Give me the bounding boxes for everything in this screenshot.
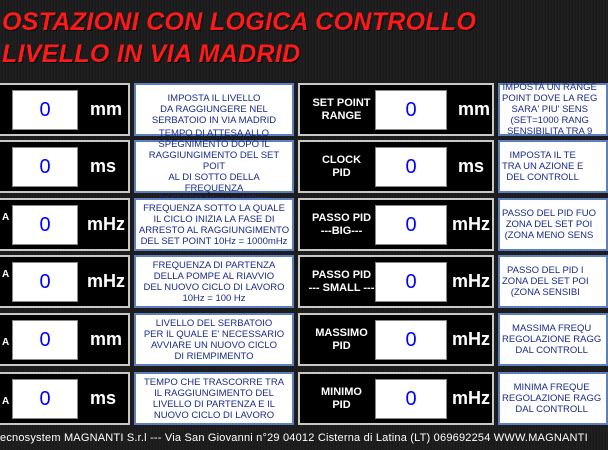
- start-frequency-description: FREQUENZA DI PARTENZA DELLA POMPE AL RIAVVIO DEL NUOVO CICLO DI LAVORO 10Hz = 100 Hz: [134, 255, 294, 308]
- restart-delay-label: A: [2, 396, 10, 407]
- pid-step-big-panel: [298, 198, 494, 251]
- sleep-frequency-unit: mHz: [87, 214, 126, 234]
- setpoint-range-unit: mm: [458, 99, 491, 119]
- sleep-delay-unit: ms: [90, 156, 117, 176]
- level-setpoint-description: IMPOSTA IL LIVELLO DA RAGGIUNGERE NEL SERBATOIO IN VIA MADRID: [134, 83, 294, 136]
- max-pid-unit: mHz: [452, 329, 491, 349]
- pid-step-small-unit: mHz: [452, 271, 491, 291]
- min-pid-panel: [298, 372, 494, 425]
- min-pid-input[interactable]: 0: [375, 379, 447, 419]
- sleep-frequency-label: A: [2, 212, 10, 223]
- setpoint-range-input[interactable]: 0: [375, 90, 447, 130]
- sleep-frequency-input[interactable]: 0: [12, 205, 78, 245]
- start-frequency-unit: mHz: [87, 271, 126, 291]
- restart-delay-unit: ms: [90, 388, 117, 408]
- restart-delay-panel: [0, 372, 130, 425]
- restart-level-panel: [0, 313, 130, 366]
- pid-step-big-description: PASSO DEL PID FUO ZONA DEL SET POI (ZONA MENO SENS: [498, 198, 608, 251]
- start-frequency-label: A: [2, 269, 10, 280]
- level-setpoint-unit: mm: [90, 99, 123, 119]
- clock-pid-panel: [298, 140, 494, 193]
- min-pid-unit: mHz: [452, 388, 491, 408]
- min-pid-label: MINIMO PID: [321, 385, 362, 411]
- level-setpoint-input[interactable]: 0: [12, 90, 78, 130]
- pid-step-big-input[interactable]: 0: [375, 205, 447, 245]
- restart-level-input[interactable]: 0: [12, 320, 78, 360]
- pid-step-big-unit: mHz: [452, 214, 491, 234]
- min-pid-description: MINIMA FREQUE REGOLAZIONE RAGG DAL CONTROLL: [498, 372, 608, 425]
- setpoint-range-label: SET POINT RANGE: [312, 96, 371, 122]
- max-pid-label: MASSIMO PID: [315, 326, 368, 352]
- clock-pid-input[interactable]: 0: [375, 147, 447, 187]
- sleep-frequency-panel: [0, 198, 130, 251]
- restart-level-unit: mm: [90, 329, 123, 349]
- max-pid-input[interactable]: 0: [375, 320, 447, 360]
- level-setpoint-panel: [0, 83, 130, 136]
- setpoint-range-panel: [298, 83, 494, 136]
- restart-delay-description: TEMPO CHE TRASCORRE TRA IL RAGGIUNGIMENTO DEL LIVELLO DI PARTENZA E IL NUOVO CICLO DI LAVORO: [134, 372, 294, 425]
- pid-step-small-label: PASSO PID --- SMALL ---: [308, 268, 375, 294]
- max-pid-description: MASSIMA FREQU REGOLAZIONE RAGG DAL CONTROLL: [498, 313, 608, 366]
- clock-pid-description: IMPOSTA IL TE TRA UN AZIONE E DEL CONTROLL: [498, 140, 608, 193]
- sleep-delay-input[interactable]: 0: [12, 147, 78, 187]
- sleep-delay-panel: [0, 140, 130, 193]
- restart-level-label: A: [2, 337, 10, 348]
- pid-step-small-description: PASSO DEL PID I ZONA DEL SET POI (ZONA SENSIBI: [498, 255, 608, 308]
- company-footer: ecnosystem MAGNANTI S.r.l --- Via San Giovanni n°29 04012 Cisterna di Latina (LT) 069692254 WWW.MAGNANTI: [0, 432, 588, 444]
- restart-delay-input[interactable]: 0: [12, 379, 78, 419]
- sleep-frequency-description: FREQUENZA SOTTO LA QUALE IL CICLO INIZIA LA FASE DI ARRESTO AL RAGGIUNGIMENTO DEL SET POINT 10Hz = 1000mHz: [134, 198, 294, 251]
- page-title-line2: LIVELLO IN VIA MADRID: [2, 40, 301, 68]
- page-title-line1: OSTAZIONI CON LOGICA CONTROLLO: [2, 8, 477, 36]
- max-pid-panel: [298, 313, 494, 366]
- pid-step-small-input[interactable]: 0: [375, 262, 447, 302]
- restart-level-description: LIVELLO DEL SERBATOIO PER IL QUALE E' NECESSARIO AVVIARE UN NUOVO CICLO DI RIEMPIMENTO: [134, 313, 294, 366]
- setpoint-range-description: IMPOSTA UN RANGE POINT DOVE LA REG SARA' PIU' SENS (SET=1000 RANG SENSIBILITA TRA 9: [498, 83, 608, 136]
- pid-step-big-label: PASSO PID ---BIG---: [311, 211, 372, 237]
- clock-pid-unit: ms: [458, 156, 485, 176]
- pid-step-small-panel: [298, 255, 494, 308]
- start-frequency-input[interactable]: 0: [12, 262, 78, 302]
- clock-pid-label: CLOCK PID: [321, 153, 362, 179]
- start-frequency-panel: [0, 255, 130, 308]
- sleep-delay-description: SPEGNIMENTO DOPO IL RAGGIUNGIMENTO DEL SET POIT AL DI SOTTO DELLA FREQUENZA: [134, 140, 294, 193]
